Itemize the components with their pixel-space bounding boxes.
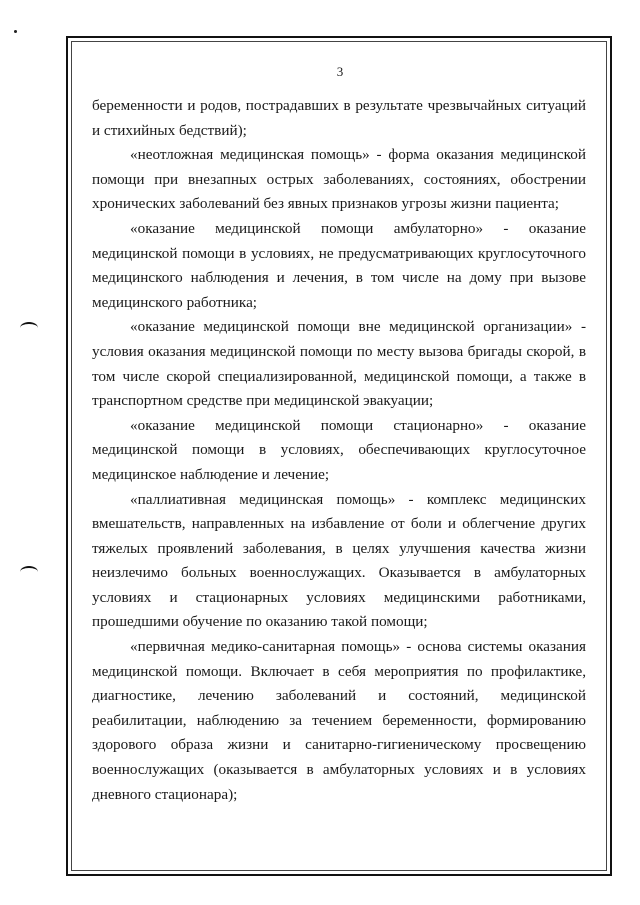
binder-hole-mark-top <box>20 322 38 334</box>
paragraph-continuation: беременности и родов, пострадавших в результате чрезвычайных ситуаций и стихийных бедствий); <box>92 97 586 139</box>
scan-artifact-dot <box>14 30 17 33</box>
page-number: 3 <box>336 64 344 79</box>
paragraph-care-outside-organization: «оказание медицинской помощи вне медицинской организации» - условия оказания медицинской помощи по месту вызова бригады скорой, в том числе скорой специализированной, медицинской помощи, а также в транспортном средстве при медицинской эвакуации; <box>92 318 586 410</box>
paragraph-urgent-care: «неотложная медицинская помощь» - форма оказания медицинской помощи при внезапных острых заболеваниях, состояниях, обострении хронических заболеваний без явных признаков угрозы жизни пациента; <box>92 146 586 213</box>
binder-hole-mark-bottom <box>20 566 38 578</box>
document-body <box>92 94 586 807</box>
paragraph-primary-care: «первичная медико-санитарная помощь» - основа системы оказания медицинской помощи. Включает в себя мероприятия по профилактике, диагностике, лечению заболеваний и состояний, медицинской реабилитации, наблюдению за течением беременности, формированию здорового образа жизни и санитарно-гигиеническому просвещению военнослужащих (оказывается в амбулаторных условиях и в условиях дневного стационара); <box>92 638 586 803</box>
paragraph-outpatient-care: «оказание медицинской помощи амбулаторно» - оказание медицинской помощи в условиях, не предусматривающих круглосуточного медицинского наблюдения и лечения, в том числе на дому при вызове медицинского работника; <box>92 219 586 311</box>
paragraph-palliative-care: «паллиативная медицинская помощь» - комплекс медицинских вмешательств, направленных на избавление от боли и облегчение других тяжелых проявлений заболевания, в целях улучшения качества жизни неизлечимо больных военнослужащих. Оказывается в амбулаторных условиях и стационарных условиях медицинскими работниками, прошедшими обучение по оказанию такой помощи; <box>92 490 586 631</box>
paragraph-inpatient-care: «оказание медицинской помощи стационарно» - оказание медицинской помощи в условиях, обеспечивающих круглосуточное медицинское наблюдение и лечение; <box>92 416 586 483</box>
